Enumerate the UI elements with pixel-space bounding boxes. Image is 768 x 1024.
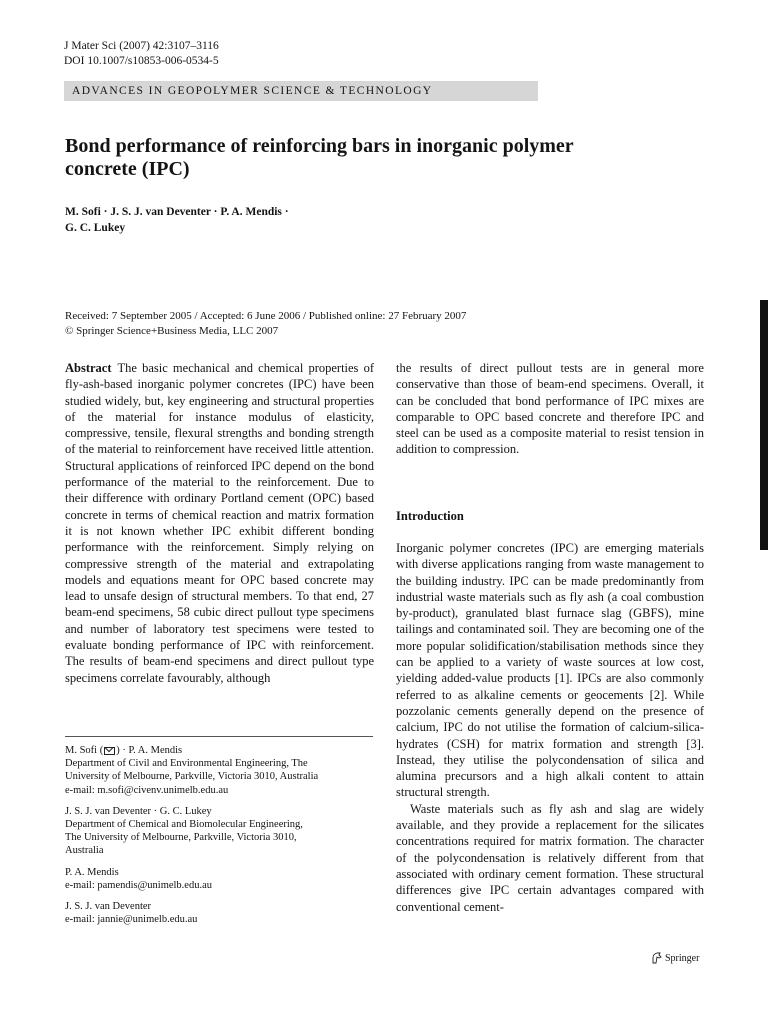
footnote-divider xyxy=(65,736,373,737)
publication-history xyxy=(65,309,665,339)
doi: DOI 10.1007/s10853-006-0534-5 xyxy=(64,55,219,67)
affiliation-address: The University of Melbourne, Parkville, Victoria 3010, xyxy=(65,832,297,844)
article-title xyxy=(65,135,665,181)
abstract-left-column xyxy=(65,360,374,686)
authors-line-2: G. C. Lukey xyxy=(65,221,126,234)
introduction-paragraph-1: Inorganic polymer concretes (IPC) are emerging materials with diverse applications ranging from waste management to the building industry. IPC can be made predominantly from industrial waste materials such as fly ash (a coal combustion by-product), granulated blast furnace slag (GBFS), mine tailings and contaminated soil. They are becoming one of the more popular solidification/stabilisation methods since they can be applied to a variety of waste sources at low cost, yielding added-value products [1]. IPCs are also commonly referred to as alkaline cements or geocements [2]. While pozzolanic cements generally depend on the presence of calcium, IPC do not utilise the formation of calcium-silica-hydrates (CSH) for matrix formation and strength [3]. Instead, they utilise the polycondensation of silica and alumina precursors and a high alkali content to attain structural strength. xyxy=(396,541,704,800)
affiliation-address: University of Melbourne, Parkville, Victoria 3010, Australia xyxy=(65,771,319,783)
abstract-paragraph xyxy=(65,360,374,686)
title-line-1: Bond performance of reinforcing bars in inorganic polymer xyxy=(65,135,574,157)
introduction-paragraph-2: Waste materials such as fly ash and slag are widely available, and they provide a replacement for the silicates concentrations required for matrix formation. The character of the polycondensation is relatively different from that associated with ordinary cement formation. These structural differences give IPC certain advantages compared with conventional cement- xyxy=(396,801,704,914)
abstract-label: Abstract xyxy=(65,361,112,375)
series-banner xyxy=(64,81,538,101)
introduction-body xyxy=(396,540,704,915)
affiliation-block xyxy=(65,866,375,892)
author-list xyxy=(65,205,385,236)
affiliation-email: e-mail: pamendis@unimelb.edu.au xyxy=(65,879,213,891)
affiliation-name-text: ) · P. A. Mendis xyxy=(116,745,183,756)
publisher-name: Springer xyxy=(665,952,700,964)
journal-reference xyxy=(64,39,219,69)
abstract-continuation: the results of direct pullout tests are in general more conservative than those of beam-end specimens. Overall, it can be concluded that bond performance of IPC mixes are comparable to OPC based concrete and therefore IPC and steel can be used as a composite material to resist tension in addition to compression. xyxy=(396,361,704,457)
affiliation-name-text: M. Sofi ( xyxy=(65,745,104,756)
series-banner-label: ADVANCES IN GEOPOLYMER SCIENCE & TECHNOLOGY xyxy=(72,85,433,97)
copyright-notice: © Springer Science+Business Media, LLC 2007 xyxy=(65,325,279,337)
affiliation-department: Department of Chemical and Biomolecular Engineering, xyxy=(65,819,303,831)
affiliation-block xyxy=(65,805,375,858)
journal-citation: J Mater Sci (2007) 42:3107–3116 xyxy=(64,40,219,52)
authors-line-1: M. Sofi · J. S. J. van Deventer · P. A. Mendis · xyxy=(65,206,289,218)
affiliation-names: J. S. J. van Deventer · G. C. Lukey xyxy=(65,805,212,817)
abstract-right-column xyxy=(396,360,704,458)
abstract-text: The basic mechanical and chemical properties of fly-ash-based inorganic polymer concretes (IPC) have been studied widely, but, key engineering and structural properties of the material for instance modulus of elasticity, compressive, tensile, flexural strengths and bonding strength of the material to reinforcement have received little attention. Structural applications of reinforced IPC depend on the bond performance of the material to the reinforcement. Due to their difference with ordinary Portland cement (OPC) based concrete in terms of chemical reaction and matrix formation it is not known whether IPC exhibit different bonding performance with the reinforcement. Simply relying on compressive strength of the material and extrapolating models and equations meant for OPC based concrete may lead to unsafe design of structural members. To that end, 27 beam-end specimens, 58 cubic direct pullout type specimens and number of laboratory test specimens were tested to evaluate bonding performance of IPC with reinforcement. The results of beam-end specimens and direct pullout type specimens correlate favourably, although xyxy=(65,361,374,685)
affiliation-names xyxy=(65,744,375,757)
section-heading-introduction: Introduction xyxy=(396,509,464,523)
affiliation-department: Department of Civil and Environmental Engineering, The xyxy=(65,758,308,770)
affiliation-block xyxy=(65,744,375,797)
title-line-2: concrete (IPC) xyxy=(65,158,190,180)
affiliation-country: Australia xyxy=(65,845,104,857)
envelope-icon xyxy=(104,747,115,755)
author-affiliations xyxy=(65,744,375,934)
affiliation-block xyxy=(65,900,375,926)
received-accepted-dates: Received: 7 September 2005 / Accepted: 6 June 2006 / Published online: 27 February 2007 xyxy=(65,310,467,322)
affiliation-names: P. A. Mendis xyxy=(65,866,119,878)
affiliation-email: e-mail: jannie@unimelb.edu.au xyxy=(65,914,198,926)
affiliation-names: J. S. J. van Deventer xyxy=(65,901,152,913)
affiliation-email: e-mail: m.sofi@civenv.unimelb.edu.au xyxy=(65,784,229,796)
page-edge-marker xyxy=(760,300,768,550)
springer-horse-icon xyxy=(651,952,662,964)
publisher-footer xyxy=(651,952,699,964)
